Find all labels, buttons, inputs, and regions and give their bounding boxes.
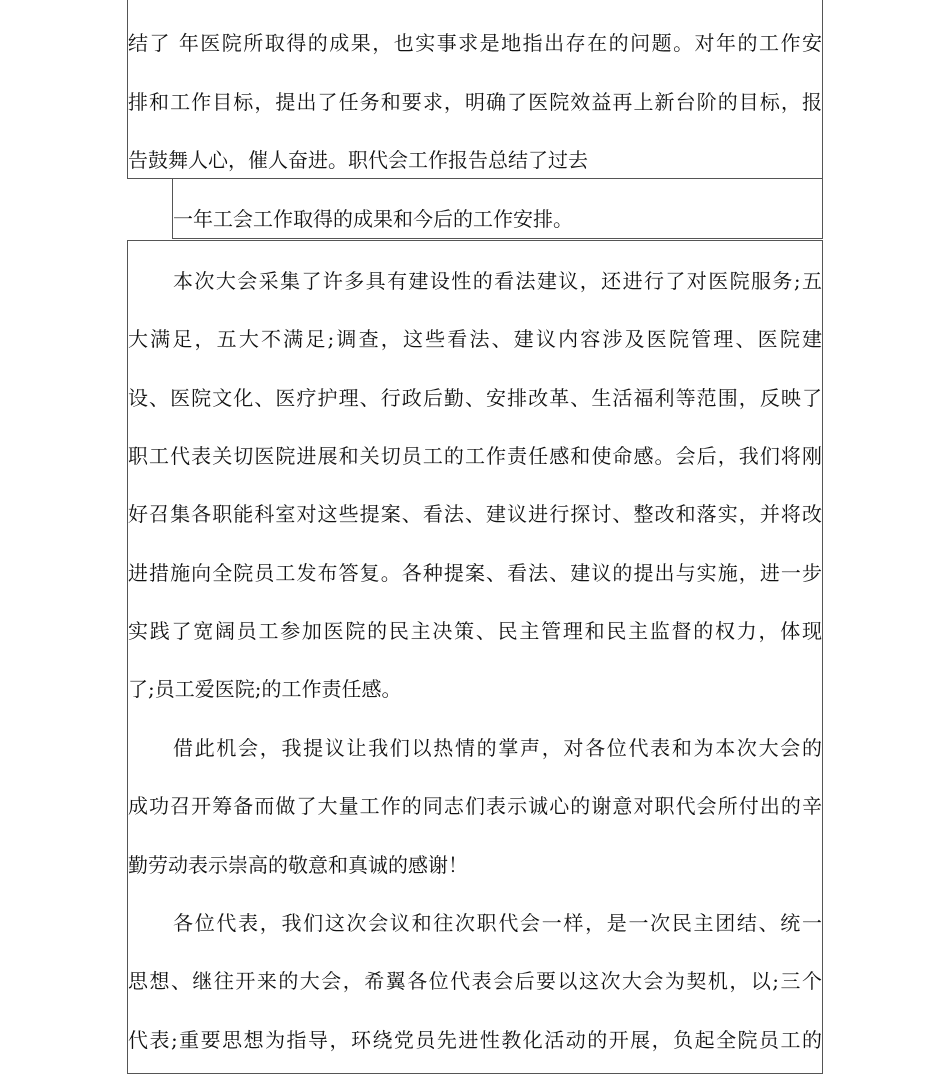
- paragraph-line: 思想、继往开来的大会，希翼各位代表会后要以这次大会为契机，以;三个: [128, 969, 822, 993]
- paragraph-line: 成功召开筹备而做了大量工作的同志们表示诚心的谢意对职代会所付出的辛: [128, 794, 822, 818]
- paragraph-line: 大满足，五大不满足;调查，这些看法、建议内容涉及医院管理、医院建: [128, 327, 822, 351]
- paragraph-line: 结了 年医院所取得的成果，也实事求是地指出存在的问题。对年的工作安: [128, 31, 822, 55]
- paragraph-line: 职工代表关切医院进展和关切员工的工作责任感和使命感。会后，我们将刚: [128, 444, 822, 468]
- text-frame-main: [127, 240, 823, 1074]
- paragraph-line: 勤劳动表示崇高的敬意和真诚的感谢！: [128, 853, 468, 877]
- paragraph-line: 了;员工爱医院;的工作责任感。: [128, 677, 402, 701]
- paragraph-line: 进措施向全院员工发布答复。各种提案、看法、建议的提出与实施，进一步: [128, 561, 822, 585]
- paragraph-line: 好召集各职能科室对这些提案、看法、建议进行探讨、整改和落实，并将改: [128, 502, 822, 526]
- paragraph-line: 代表;重要思想为指导，环绕党员先进性教化活动的开展，负起全院员工的: [128, 1028, 822, 1052]
- paragraph-line: 各位代表，我们这次会议和往次职代会一样，是一次民主团结、统一: [173, 911, 822, 935]
- paragraph-line: 借此机会，我提议让我们以热情的掌声，对各位代表和为本次大会的: [173, 736, 822, 760]
- paragraph-line: 本次大会采集了许多具有建设性的看法建议，还进行了对医院服务;五: [173, 269, 822, 293]
- paragraph-line: 排和工作目标，提出了任务和要求，明确了医院效益再上新台阶的目标，报: [128, 90, 822, 114]
- paragraph-line: 一年工会工作取得的成果和今后的工作安排。: [173, 207, 573, 231]
- paragraph-line: 设、医院文化、医疗护理、行政后勤、安排改革、生活福利等范围，反映了: [128, 386, 822, 410]
- paragraph-line: 告鼓舞人心，催人奋进。职代会工作报告总结了过去: [128, 148, 588, 172]
- paragraph-line: 实践了宽阔员工参加医院的民主决策、民主管理和民主监督的权力，体现: [128, 619, 822, 643]
